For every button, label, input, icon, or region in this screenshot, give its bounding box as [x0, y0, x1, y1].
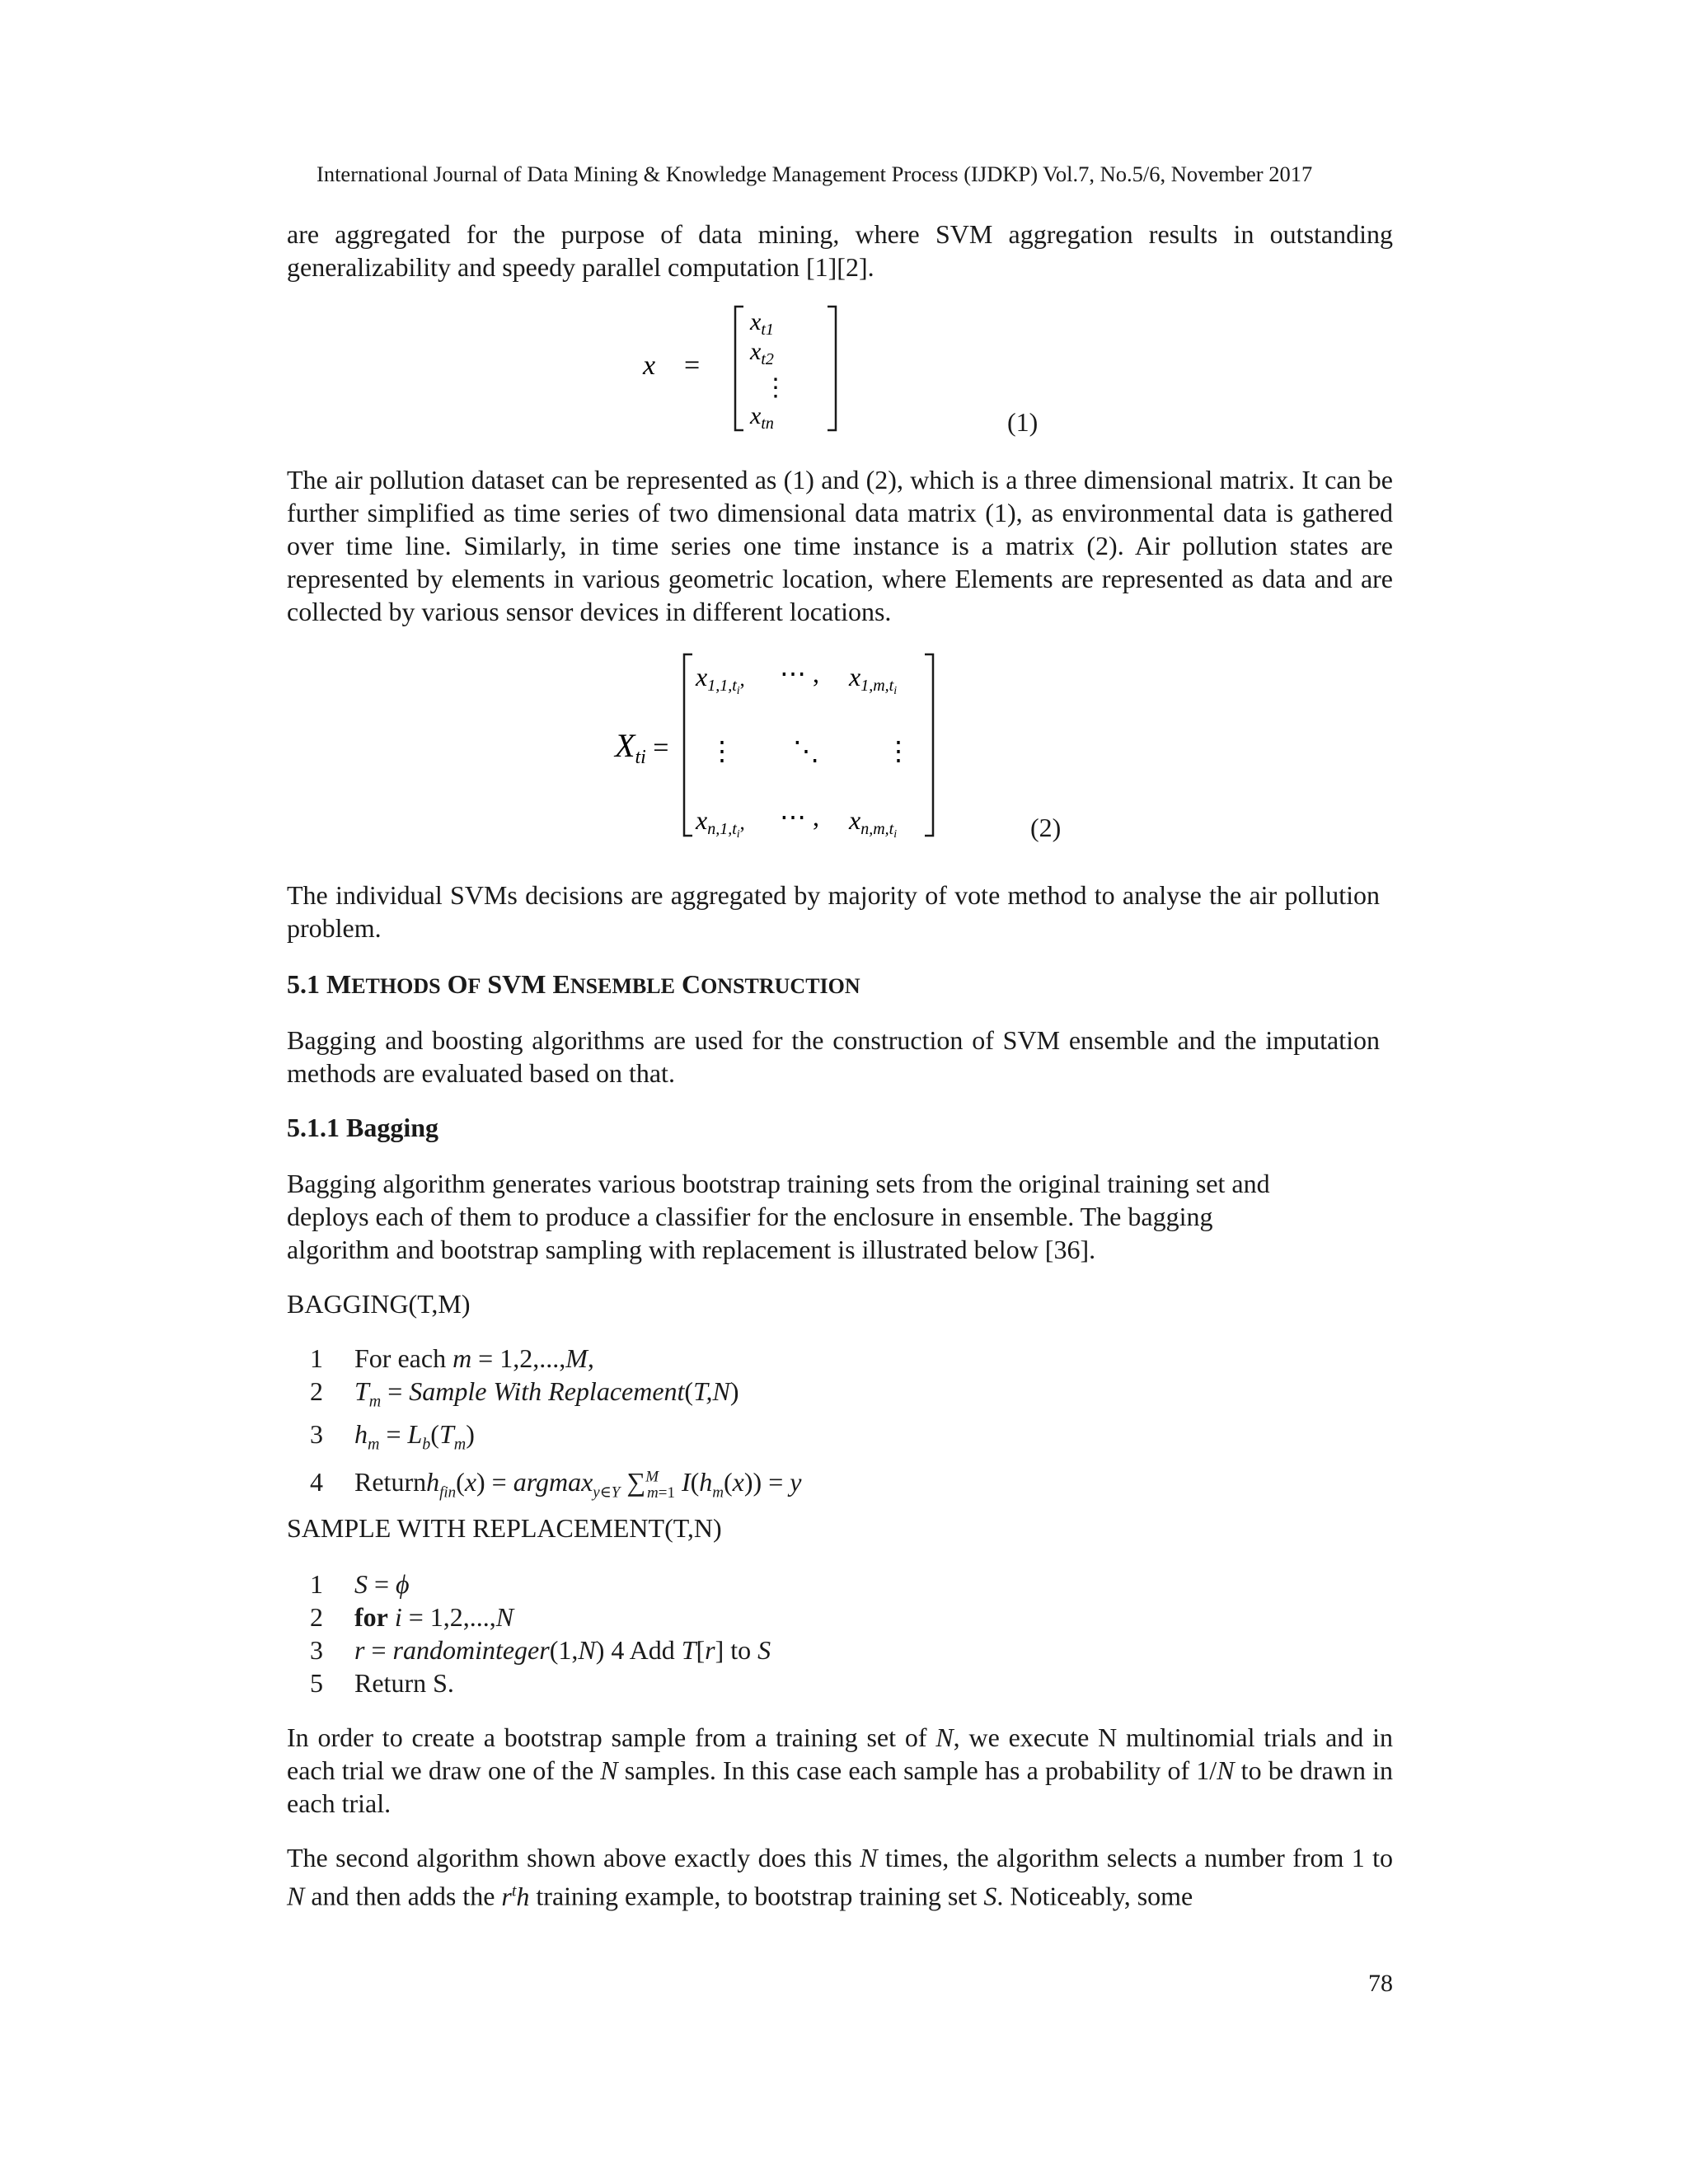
- algorithm-line: 5 Return S.: [310, 1668, 454, 1698]
- paragraph-svm-decisions: The individual SVMs decisions are aggregated by majority of vote method to analyse the air pollution problem.: [287, 880, 1380, 943]
- eq1-row-xtn: $x_{tn}$: [750, 402, 774, 433]
- eq1-right-bracket: [828, 307, 836, 430]
- paragraph-dataset-description: The air pollution dataset can be represented as (1) and (2), which is a three dimensional matrix. It can be further simplified as time series of two dimensional data matrix (1), as environmental data is gathered over time line. Similarly, in time series one time instance is a matrix (2). Air pollution states are represented by elements in various geometric location, where Elements are represented as data and are collected by various sensor devices in different locations.: [287, 465, 1393, 626]
- eq1-left-bracket: [735, 307, 743, 430]
- algorithm-line: 3 r = randominteger(1,N) 4 Add T[r] to S: [310, 1635, 771, 1665]
- eq2-lhs: $X_{ti}$ =: [615, 727, 669, 768]
- eq1-row-xt1: $x_{t1}$: [750, 308, 774, 339]
- eq2-cell-hdots-bottom: ⋯ ,: [780, 802, 819, 832]
- equation-2-number: (2): [1030, 813, 1062, 842]
- subsection-heading-bagging: 5.1.1 Bagging: [287, 1113, 439, 1142]
- paragraph-bootstrap-sample: In order to create a bootstrap sample from a training set of N, we execute N multinomial trials and in each trial we draw one of the N samples. In this case each sample has a probability of 1/N to be drawn in each trial.: [287, 1722, 1394, 1818]
- eq2-cell-xn1t: xn,1,ti,: [696, 805, 745, 841]
- algorithm-line: 2 for i = 1,2,...,N: [310, 1602, 514, 1632]
- running-header: International Journal of Data Mining & Knowledge Management Process (IJDKP) Vol.7, No.5/6, November 2017: [316, 162, 1313, 186]
- paragraph-second-algorithm: The second algorithm shown above exactly does this N times, the algorithm selects a number from 1 to N and then adds the $r^th$ training example, to bootstrap training set S. Noticeably, some: [287, 1843, 1394, 1911]
- algorithm-line: 4 Returnh$_{fin}$(x) = argmax$_{y\in Y}$ ∑$^M_{m=1}$ $I(h_m(x)) = y$: [310, 1467, 802, 1502]
- eq1-equals: =: [684, 350, 701, 381]
- eq1-row-vdots: ⋮: [763, 374, 788, 401]
- eq1-lhs: x: [643, 350, 656, 381]
- algorithm-line: 1 For each m = 1,2,...,M,: [310, 1343, 594, 1373]
- equation-1: [626, 298, 874, 438]
- algorithm-line: 2 $T_m$ = Sample With Replacement(T,N): [310, 1376, 739, 1411]
- eq2-cell-x1mt: x1,m,ti: [849, 662, 898, 697]
- equation-2: [610, 646, 940, 844]
- eq2-cell-xnmt: xn,m,ti: [849, 805, 898, 841]
- paragraph-aggregation: are aggregated for the purpose of data mining, where SVM aggregation results in outstanding generalizability and speedy parallel computation [1][2].: [287, 219, 1393, 282]
- algorithm-bagging-title: BAGGING(T,M): [287, 1289, 471, 1319]
- eq2-vdots-left: ⋮: [709, 736, 735, 766]
- eq2-ddots: ⋱: [793, 736, 819, 766]
- eq2-vdots-right: ⋮: [885, 736, 912, 766]
- algorithm-sample-title: SAMPLE WITH REPLACEMENT(T,N): [287, 1513, 722, 1543]
- algorithm-line: 3 $h_m = L_b(T_m)$: [310, 1419, 475, 1454]
- eq1-row-xt2: $x_{t2}$: [750, 338, 774, 368]
- eq2-left-bracket: [684, 654, 692, 836]
- algorithm-sample-steps: [310, 1568, 771, 1699]
- page-number: 78: [1368, 1970, 1393, 1997]
- paragraph-bagging-description: Bagging algorithm generates various bootstrap training sets from the original training set and deploys each of them to produce a classifier for the enclosure in ensemble. The bagging algorithm and bootstrap sampling with replacement is illustrated below [36].: [287, 1169, 1270, 1264]
- eq2-cell-hdots-top: ⋯ ,: [780, 658, 819, 688]
- section-heading-5-1: 5.1 METHODS OF SVM ENSEMBLE CONSTRUCTION: [287, 969, 860, 999]
- equation-1-number: (1): [1007, 407, 1039, 437]
- paragraph-bagging-boosting: Bagging and boosting algorithms are used for the construction of SVM ensemble and the imputation methods are evaluated based on that.: [287, 1025, 1380, 1088]
- eq2-cell-x11t: x1,1,ti,: [696, 662, 745, 697]
- algorithm-line: 1 S = ϕ: [310, 1569, 410, 1599]
- eq2-right-bracket: [925, 654, 933, 836]
- algorithm-bagging-steps: [310, 1342, 801, 1510]
